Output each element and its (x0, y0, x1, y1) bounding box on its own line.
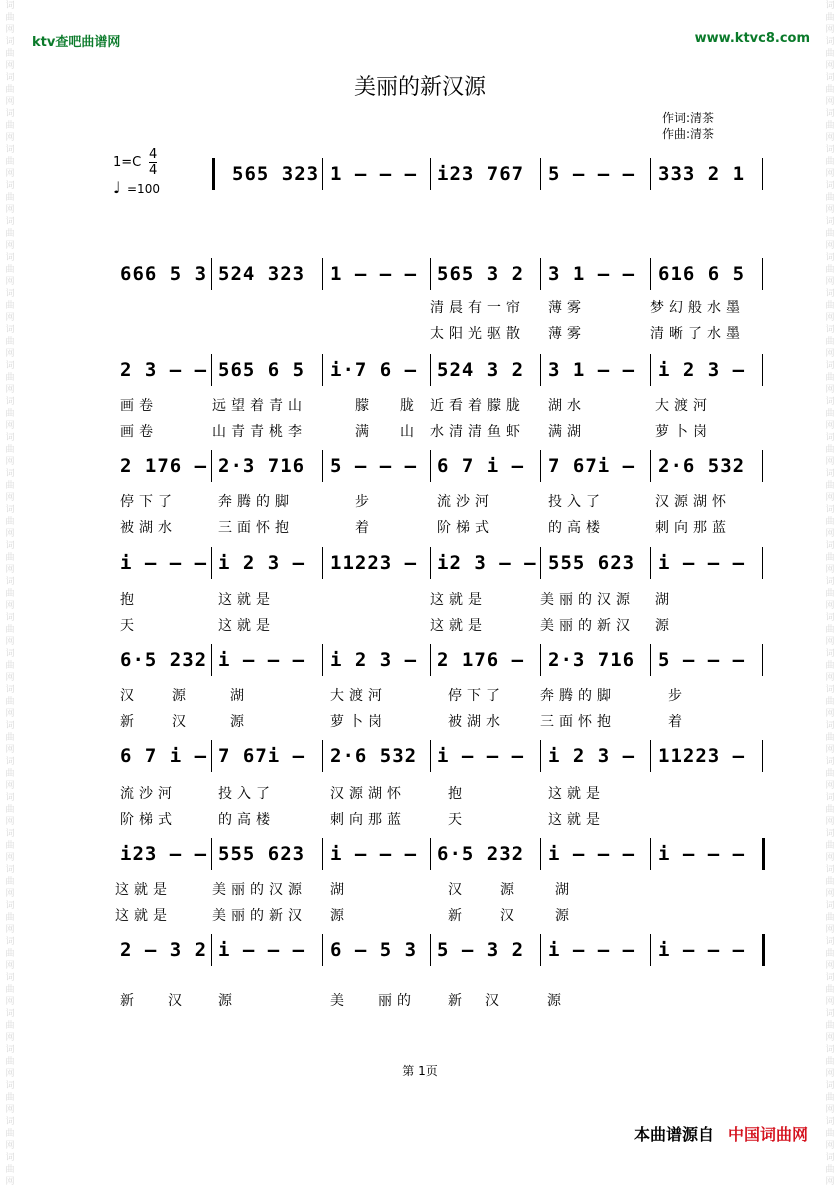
lyric-line (0, 297, 840, 319)
lyric-word: 满湖 (548, 424, 586, 440)
measure: 565 6 5 (218, 359, 306, 381)
measure: i23 — — (120, 843, 208, 865)
barline (762, 838, 765, 870)
measure: 6·5 232 (437, 843, 525, 865)
barline (540, 644, 541, 676)
lyric-word: 新 (448, 993, 467, 1009)
barline (322, 158, 323, 190)
measure: 555 623 (218, 843, 306, 865)
lyric-line (0, 809, 840, 831)
measure: i — — — (218, 939, 306, 961)
watermark-left: 词曲网词曲网词曲网词曲网词曲网词曲网词曲网词曲网词曲网词曲网词曲网词曲网词曲网词曲网词曲网词曲网词曲网词曲网词曲网词曲网词曲网词曲网词曲网词曲网词曲网词曲网词曲网词曲网词曲网词曲网词曲网词曲网词曲网 (5, 1, 15, 1187)
barline (540, 838, 541, 870)
measure: 6 7 i — (437, 455, 525, 477)
lyric-word: 停下了 (448, 688, 505, 704)
barline (650, 258, 651, 290)
lyric-word: 新 (120, 993, 139, 1009)
barline (650, 547, 651, 579)
lyric-word: 山青青桃李 (212, 424, 307, 440)
measure: 565 3 2 (437, 263, 525, 285)
lyric-word: 画卷 (120, 424, 158, 440)
lyric-word: 美丽的新汉 (212, 908, 307, 924)
measure: 2·3 716 (218, 455, 306, 477)
measure: i — — — (330, 843, 418, 865)
barline (762, 450, 763, 482)
measure: 524 3 2 (437, 359, 525, 381)
measure: i — — — (548, 843, 636, 865)
lyric-word: 奔腾的脚 (218, 494, 294, 510)
notation-row (0, 448, 840, 484)
lyric-word: 投入了 (548, 494, 605, 510)
barline (430, 934, 431, 966)
lyric-word: 源 (655, 618, 674, 634)
barline (540, 258, 541, 290)
lyricist: 作词:清茶 (662, 111, 715, 125)
barline (430, 158, 431, 190)
lyric-word: 三面怀抱 (218, 520, 294, 536)
lyric-word: 步 (355, 494, 374, 510)
barline (650, 838, 651, 870)
lyric-line (0, 589, 840, 611)
lyric-word: 被湖水 (120, 520, 177, 536)
measure: 5 — — — (548, 163, 636, 185)
measure: 7 67i — (218, 745, 306, 767)
lyric-word: 美丽的汉源 (540, 592, 635, 608)
notation-row (0, 836, 840, 872)
measure: 2·6 532 (658, 455, 746, 477)
measure: 3 1 — — (548, 359, 636, 381)
lyric-word: 抱 (120, 592, 139, 608)
lyric-word: 步 (668, 688, 687, 704)
lyric-word: 湖 (230, 688, 249, 704)
lyric-word: 这就是 (218, 592, 275, 608)
barline (540, 740, 541, 772)
lyric-word: 梦幻般水墨 (650, 300, 745, 316)
watermark-right: 词曲网词曲网词曲网词曲网词曲网词曲网词曲网词曲网词曲网词曲网词曲网词曲网词曲网词曲网词曲网词曲网词曲网词曲网词曲网词曲网词曲网词曲网词曲网词曲网词曲网词曲网词曲网词曲网词曲网词曲网词曲网词曲网词曲网 (825, 1, 835, 1187)
measure: 6·5 232 (120, 649, 208, 671)
lyric-word: 太阳光驱散 (430, 326, 525, 342)
barline (540, 354, 541, 386)
lyric-word: 大渡河 (330, 688, 387, 704)
lyric-word: 着 (355, 520, 374, 536)
lyric-word: 汉源湖怀 (655, 494, 731, 510)
measure: i2 3 — — (437, 552, 537, 574)
lyric-word: 源 (330, 908, 349, 924)
barline (650, 158, 651, 190)
barline (211, 354, 212, 386)
lyric-word: 美丽的新汉 (540, 618, 635, 634)
lyric-word: 薄雾 (548, 300, 586, 316)
composer: 作曲:清茶 (662, 127, 715, 141)
lyric-word: 胧 (400, 398, 419, 414)
lyric-word: 天 (120, 618, 139, 634)
barline (650, 644, 651, 676)
barline (650, 740, 651, 772)
lyric-word: 湖水 (548, 398, 586, 414)
measure: i 2 3 — (330, 649, 418, 671)
lyric-word: 萝卜岗 (655, 424, 712, 440)
lyric-word: 大渡河 (655, 398, 712, 414)
lyric-word: 被湖水 (448, 714, 505, 730)
barline (762, 740, 763, 772)
lyric-line (0, 990, 840, 1012)
measure: i — — — (658, 843, 746, 865)
site-name-left[interactable]: ktv查吧曲谱网 (32, 35, 121, 50)
tempo: =100 (127, 182, 160, 196)
lyric-word: 三面怀抱 (540, 714, 616, 730)
lyric-word: 这就是 (218, 618, 275, 634)
measure: 666 5 3 (120, 263, 208, 285)
lyric-word: 汉 (500, 908, 519, 924)
barline (540, 547, 541, 579)
lyric-word: 奔腾的脚 (540, 688, 616, 704)
lyric-word: 清晨有一帘 (430, 300, 525, 316)
lyric-line (0, 421, 840, 443)
measure: 11223 — (330, 552, 418, 574)
lyric-word: 刺向那蓝 (655, 520, 731, 536)
measure: 2 3 — — (120, 359, 208, 381)
measure: 5 — — — (658, 649, 746, 671)
lyric-word: 流沙河 (120, 786, 177, 802)
barline (762, 354, 763, 386)
notation-row (0, 932, 840, 968)
lyric-word: 湖 (655, 592, 674, 608)
lyric-word: 美丽的汉源 (212, 882, 307, 898)
lyric-line (0, 615, 840, 637)
lyric-line (0, 517, 840, 539)
lyric-word: 阶梯式 (437, 520, 494, 536)
lyric-word: 这就是 (430, 592, 487, 608)
lyric-word: 湖 (330, 882, 349, 898)
key: 1=C (113, 155, 142, 170)
quarter-note-icon: ♩ (113, 178, 121, 197)
measure: 7 67i — (548, 455, 636, 477)
lyric-word: 的高楼 (218, 812, 275, 828)
lyric-word: 远望着青山 (212, 398, 307, 414)
lyric-word: 汉 (485, 993, 504, 1009)
lyric-word: 天 (448, 812, 467, 828)
barline (430, 644, 431, 676)
measure: 2·3 716 (548, 649, 636, 671)
time-signature: 4 4 (149, 147, 158, 178)
barline (762, 547, 763, 579)
barline (540, 450, 541, 482)
measure: 616 6 5 (658, 263, 746, 285)
measure: 1 — — — (330, 263, 418, 285)
lyric-word: 源 (172, 688, 191, 704)
barline (211, 258, 212, 290)
measure: i23 767 (437, 163, 525, 185)
barline (762, 934, 765, 966)
lyric-word: 汉 (120, 688, 139, 704)
lyric-word: 这就是 (430, 618, 487, 634)
measure: i — — — (218, 649, 306, 671)
song-title: 美丽的新汉源 (353, 75, 486, 100)
measure: 5 — 3 2 (437, 939, 525, 961)
measure: 2 — 3 2 (120, 939, 208, 961)
lyric-word: 山 (400, 424, 419, 440)
barline (430, 547, 431, 579)
barline (322, 740, 323, 772)
lyric-word: 汉 (172, 714, 191, 730)
barline (762, 158, 763, 190)
measure: i·7 6 — (330, 359, 418, 381)
barline (211, 547, 212, 579)
lyric-word: 丽的 (378, 993, 416, 1009)
barline (211, 644, 212, 676)
barline (322, 258, 323, 290)
measure: i 2 3 — (218, 552, 306, 574)
measure: i 2 3 — (658, 359, 746, 381)
barline (430, 450, 431, 482)
measure: 565 323 (232, 163, 320, 185)
measure: i 2 3 — (548, 745, 636, 767)
site-url-right[interactable]: www.ktvc8.com (694, 31, 810, 46)
barline (650, 354, 651, 386)
measure: 1 — — — (330, 163, 418, 185)
lyric-word: 这就是 (115, 882, 172, 898)
barline (650, 934, 651, 966)
measure: 2·6 532 (330, 745, 418, 767)
lyric-line (0, 491, 840, 513)
lyric-word: 的高楼 (548, 520, 605, 536)
lyric-word: 画卷 (120, 398, 158, 414)
lyric-word: 刺向那蓝 (330, 812, 406, 828)
measure: 555 623 (548, 552, 636, 574)
lyric-line (0, 395, 840, 417)
lyric-word: 湖 (555, 882, 574, 898)
barline (211, 838, 212, 870)
measure: 6 7 i — (120, 745, 208, 767)
measure: 524 323 (218, 263, 306, 285)
barline (762, 644, 763, 676)
lyric-line (0, 879, 840, 901)
barline (430, 258, 431, 290)
barline (211, 934, 212, 966)
barline (430, 838, 431, 870)
source-credit (634, 1122, 808, 1145)
lyric-line (0, 685, 840, 707)
measure: i — — — (658, 552, 746, 574)
lyric-word: 新 (120, 714, 139, 730)
barline (322, 934, 323, 966)
page-number: 第 1页 (402, 1064, 438, 1078)
barline (430, 740, 431, 772)
measure: 5 — — — (330, 455, 418, 477)
lyric-word: 汉 (168, 993, 187, 1009)
measure: i — — — (437, 745, 525, 767)
lyric-word: 阶梯式 (120, 812, 177, 828)
notation-row (0, 352, 840, 388)
barline (211, 450, 212, 482)
measure: 11223 — (658, 745, 746, 767)
lyric-line (0, 711, 840, 733)
lyric-word: 源 (500, 882, 519, 898)
lyric-word: 停下了 (120, 494, 177, 510)
lyric-line (0, 783, 840, 805)
notation-row (0, 545, 840, 581)
barline (322, 547, 323, 579)
measure: 333 2 1 (658, 163, 746, 185)
notation-row (0, 156, 840, 192)
lyric-word: 这就是 (115, 908, 172, 924)
source-site[interactable]: 中国词曲网 (727, 1125, 808, 1144)
lyric-line (0, 905, 840, 927)
barline (322, 354, 323, 386)
barline (322, 450, 323, 482)
lyric-word: 源 (230, 714, 249, 730)
lyric-word: 满 (355, 424, 374, 440)
credits (662, 110, 714, 142)
measure: i — — — (120, 552, 208, 574)
lyric-word: 近看着朦胧 (430, 398, 525, 414)
barline (322, 644, 323, 676)
barline (211, 740, 212, 772)
lyric-word: 源 (218, 993, 237, 1009)
barline (322, 838, 323, 870)
lyric-word: 抱 (448, 786, 467, 802)
lyric-word: 源 (555, 908, 574, 924)
lyric-word: 新 (448, 908, 467, 924)
measure: i — — — (548, 939, 636, 961)
notation-row (0, 738, 840, 774)
lyric-word: 朦 (355, 398, 374, 414)
measure: 6 — 5 3 (330, 939, 418, 961)
notation-row (0, 642, 840, 678)
barline (540, 158, 541, 190)
barline (650, 450, 651, 482)
lyric-word: 流沙河 (437, 494, 494, 510)
measure: 2 176 — (120, 455, 208, 477)
notation-row (0, 256, 840, 292)
barline (762, 258, 763, 290)
barline (212, 158, 215, 190)
lyric-word: 汉源湖怀 (330, 786, 406, 802)
lyric-word: 萝卜岗 (330, 714, 387, 730)
lyric-word: 美 (330, 993, 349, 1009)
lyric-word: 源 (547, 993, 566, 1009)
lyric-word: 投入了 (218, 786, 275, 802)
lyric-word: 这就是 (548, 786, 605, 802)
measure: 2 176 — (437, 649, 525, 671)
lyric-word: 着 (668, 714, 687, 730)
lyric-word: 清晰了水墨 (650, 326, 745, 342)
source-label: 本曲谱源自 (633, 1125, 714, 1144)
measure: i — — — (658, 939, 746, 961)
lyric-word: 薄雾 (548, 326, 586, 342)
measure: 3 1 — — (548, 263, 636, 285)
lyric-word: 这就是 (548, 812, 605, 828)
lyric-line (0, 323, 840, 345)
barline (430, 354, 431, 386)
lyric-word: 汉 (448, 882, 467, 898)
barline (540, 934, 541, 966)
lyric-word: 水清清鱼虾 (430, 424, 525, 440)
